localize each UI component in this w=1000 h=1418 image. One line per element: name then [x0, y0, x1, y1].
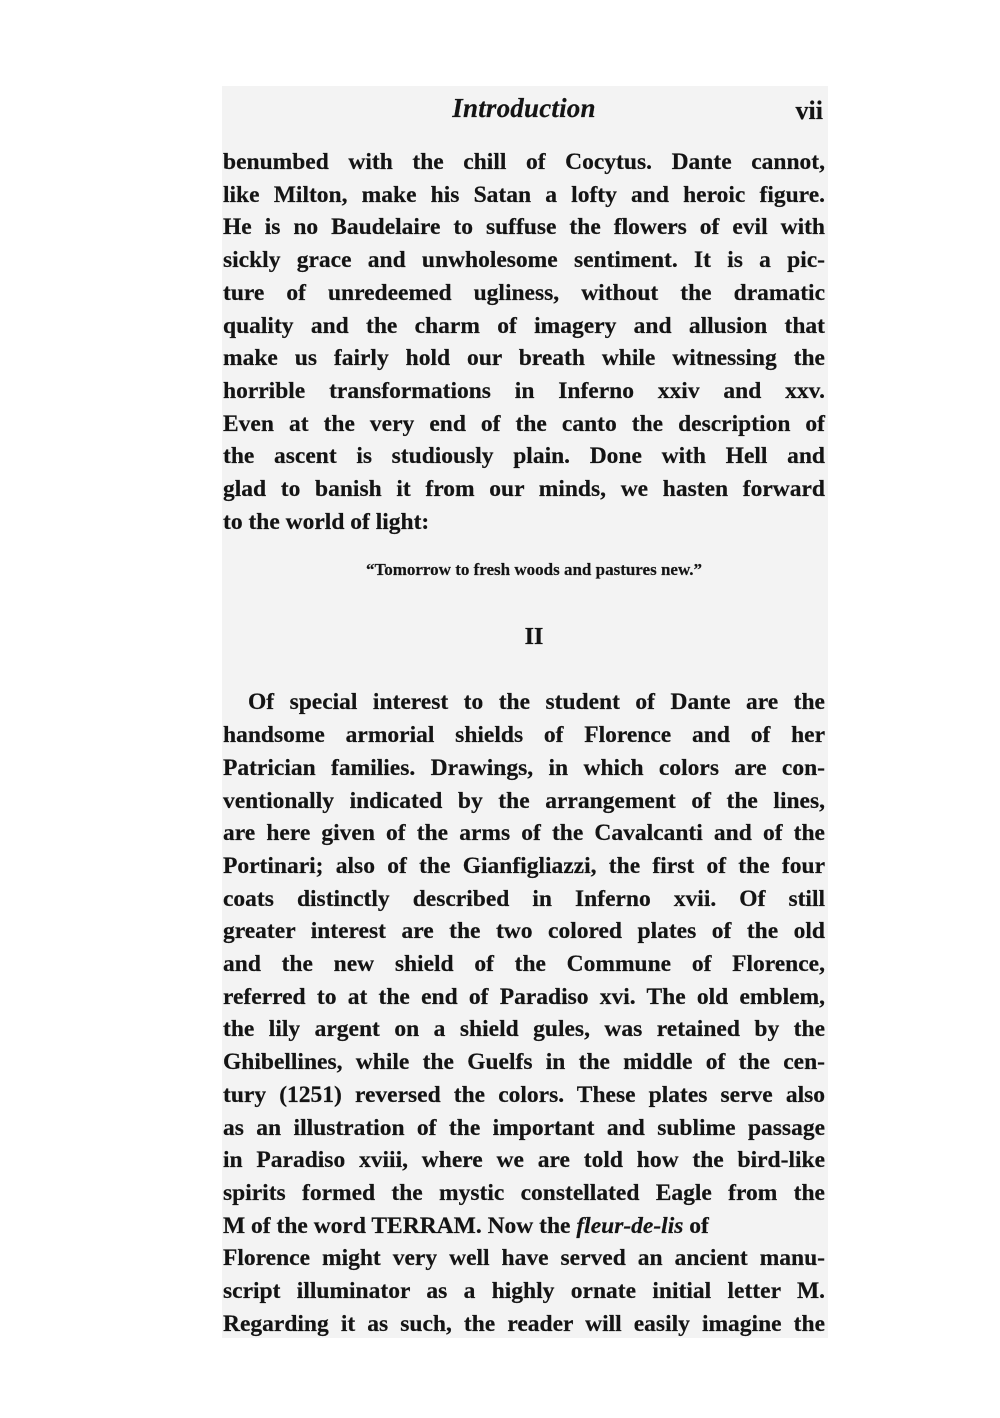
epigraph-quote: “Tomorrow to fresh woods and pastures new.”	[365, 560, 703, 580]
running-head: Introduction	[452, 93, 596, 123]
text-segment: M of the word TERRAM. Now the	[223, 1212, 577, 1239]
text-line-with-italic	[223, 1210, 825, 1243]
text-line: to the world of light:	[223, 508, 430, 535]
text-line: spirits formed the mystic constellated Eagle from the	[223, 1179, 825, 1206]
text-line: in Paradiso xviii, where we are told how the bird-like	[223, 1147, 825, 1174]
paragraph-2	[223, 686, 825, 1340]
page-number: vii	[795, 96, 823, 125]
text-line: the lily argent on a shield gules, was retained by the	[223, 1016, 825, 1043]
text-line: He is no Baudelaire to suffuse the flowers of evil with	[223, 214, 825, 241]
text-line: quality and the charm of imagery and allusion that	[223, 312, 825, 339]
text-line: like Milton, make his Satan a lofty and heroic figure.	[223, 181, 825, 208]
text-line: glad to banish it from our minds, we hasten forward	[223, 476, 825, 503]
text-line: Ghibellines, while the Guelfs in the middle of the cen-	[223, 1049, 825, 1076]
text-line: Regarding it as such, the reader will easily imagine the	[223, 1310, 825, 1337]
text-line: and the new shield of the Commune of Florence,	[223, 951, 825, 978]
section-heading: II	[524, 624, 544, 651]
text-line: sickly grace and unwholesome sentiment. It is a pic-	[223, 247, 825, 274]
text-line: Even at the very end of the canto the description of	[223, 410, 825, 437]
text-line: horrible transformations in Inferno xxiv and xxv.	[223, 377, 825, 404]
text-line: greater interest are the two colored plates of the old	[223, 918, 825, 945]
paragraph-1	[223, 146, 825, 538]
text-line: the ascent is studiously plain. Done with Hell and	[223, 443, 825, 470]
text-segment: of	[683, 1212, 709, 1239]
text-line: Portinari; also of the Gianfigliazzi, the first of the four	[223, 852, 825, 879]
text-line: benumbed with the chill of Cocytus. Dante cannot,	[223, 149, 825, 175]
text-line: are here given of the arms of the Cavalcanti and of the	[223, 820, 825, 847]
text-line: tury (1251) reversed the colors. These plates serve also	[223, 1081, 825, 1108]
text-line: coats distinctly described in Inferno xvii. Of still	[223, 885, 825, 912]
text-line: Patrician families. Drawings, in which colors are con-	[223, 754, 825, 781]
italic-term: fleur-de-lis	[576, 1212, 684, 1239]
page-header	[223, 86, 825, 130]
text-line: referred to at the end of Paradiso xvi. The old emblem,	[223, 983, 825, 1010]
text-line: make us fairly hold our breath while witnessing the	[223, 345, 825, 372]
text-line: ture of unredeemed ugliness, without the dramatic	[223, 279, 825, 306]
text-line: script illuminator as a highly ornate initial letter M.	[223, 1278, 825, 1305]
text-line: Of special interest to the student of Dante are the	[248, 689, 825, 716]
book-page	[223, 86, 825, 1341]
text-line: ventionally indicated by the arrangement of the lines,	[223, 787, 825, 814]
text-line: as an illustration of the important and sublime passage	[223, 1114, 825, 1141]
text-line: handsome armorial shields of Florence and of her	[223, 722, 825, 749]
text-line: Florence might very well have served an ancient manu-	[223, 1245, 825, 1272]
